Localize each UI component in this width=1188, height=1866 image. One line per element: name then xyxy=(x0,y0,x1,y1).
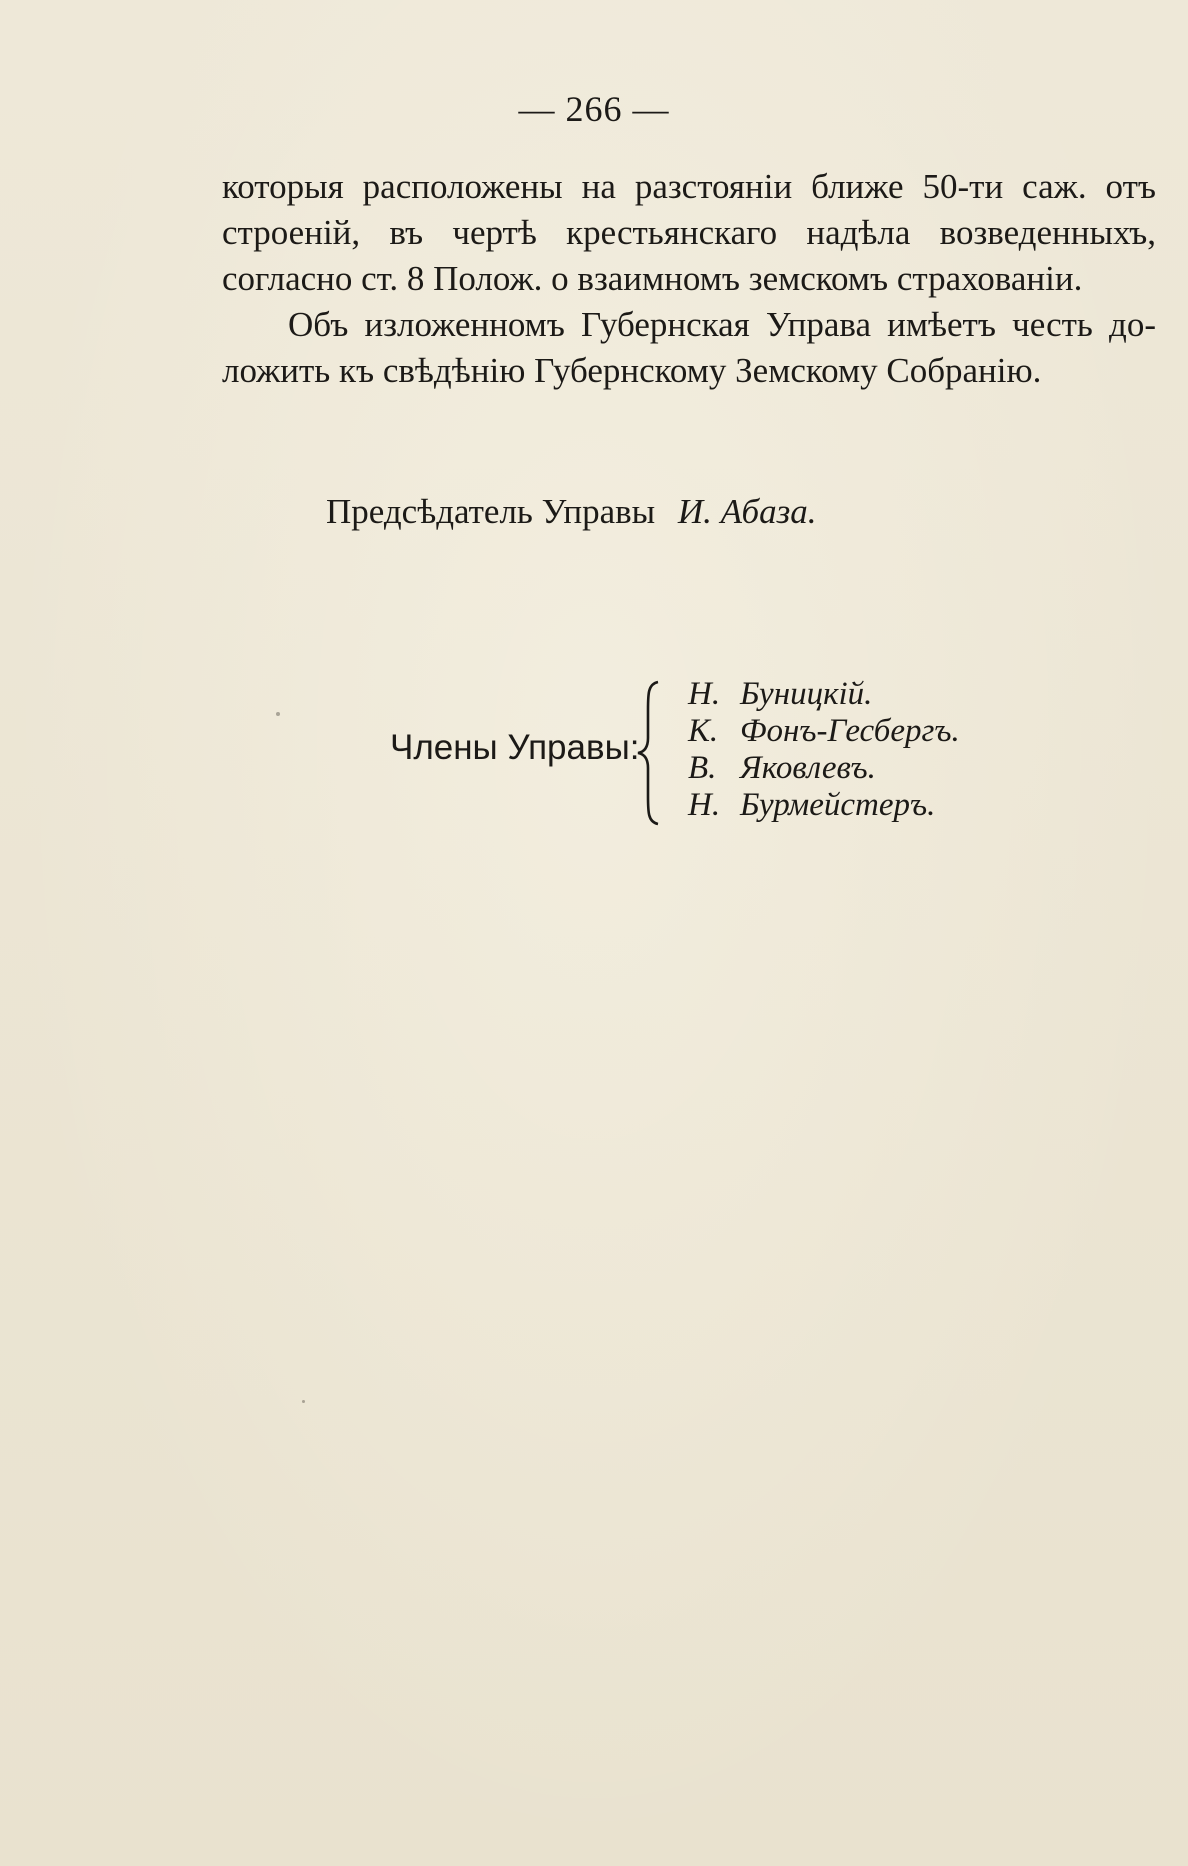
member-entry xyxy=(688,713,960,750)
paragraph-continuation xyxy=(222,164,1156,302)
page-number: — 266 — xyxy=(518,89,670,129)
members-label: Члены Управы: xyxy=(390,728,640,767)
members-list xyxy=(688,676,960,824)
text-line: согласно ст. 8 Полож. о взаимномъ земскомъ страхованіи. xyxy=(222,259,1083,298)
member-entry xyxy=(688,676,960,713)
chairman-signature-line xyxy=(326,492,817,532)
text-line: которыя расположены на разстояніи ближе 50-ти саж. отъ xyxy=(222,167,1156,206)
bleed-through-texture xyxy=(210,380,1170,490)
member-surname: Фонъ-Гесбергъ. xyxy=(740,713,960,749)
paper-speck xyxy=(302,1400,305,1403)
member-surname: Яковлевъ. xyxy=(740,750,876,786)
curly-brace-icon xyxy=(636,680,666,826)
text-line: Объ изложенномъ Губернская Управа имѣетъ честь до- xyxy=(288,305,1156,344)
member-surname: Буницкій. xyxy=(740,676,873,712)
bleed-through-texture xyxy=(210,860,1170,1620)
paper-speck xyxy=(276,712,280,716)
member-initial: Н. xyxy=(688,787,721,823)
member-initial: В. xyxy=(688,750,717,786)
member-initial: К. xyxy=(688,713,719,749)
member-entry xyxy=(688,750,960,787)
text-line: строеній, въ чертѣ крестьянскаго надѣла возведенныхъ, xyxy=(222,213,1156,252)
chairman-title: Предсѣдатель Управы xyxy=(326,492,656,531)
paragraph-conclusion xyxy=(222,302,1156,394)
member-surname: Бурмейстеръ. xyxy=(740,787,936,823)
text-line: ложить къ свѣдѣнію Губернскому Земскому Собранію. xyxy=(222,351,1042,390)
chairman-name: И. Абаза. xyxy=(677,492,817,531)
member-entry xyxy=(688,787,960,824)
member-initial: Н. xyxy=(688,676,721,712)
